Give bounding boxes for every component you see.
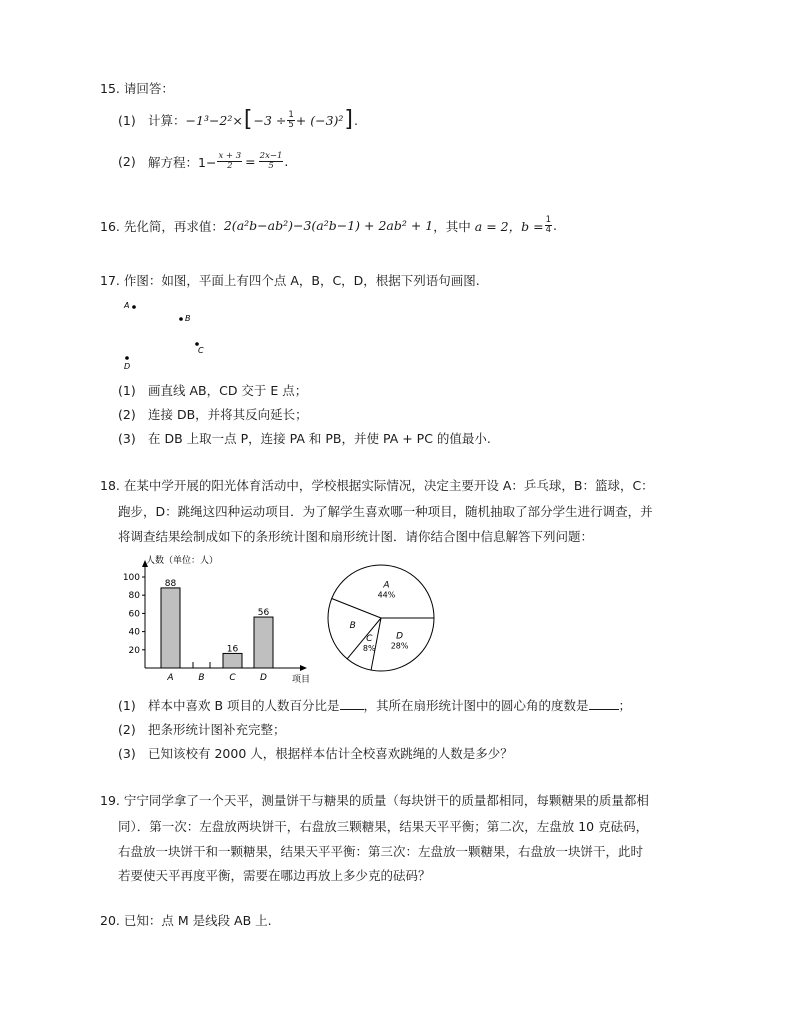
q15-part1-expr-a: −1³−2²× [185, 112, 243, 128]
q15-left-bracket: [ [243, 107, 253, 132]
pie-label-D: D [396, 631, 404, 642]
q15-part1-fraction: $\frac{1}{5}$ [288, 109, 294, 130]
q19-line-4: 若要使天平再度平衡，需要在哪边再放上多少克的砝码？ [118, 868, 431, 883]
q18-item-1-text-b: ，其所在扇形统计图中的圆心角的度数是 [363, 698, 589, 713]
q18-item-1-label: (1) [118, 698, 136, 713]
q15-part2-text: 解方程：1− [148, 154, 217, 170]
q19-line-1: 19. 宁宁同学拿了一个天平，测量饼干与糖果的质量（每块饼干的质量都相同，每颗糖果的质量都相 [100, 793, 649, 808]
bar-D [254, 617, 273, 668]
point-d-dot [125, 356, 129, 360]
q18-item-3 [118, 744, 513, 762]
q17-item-2-label: (2) [118, 407, 136, 422]
point-a-dot [132, 305, 136, 309]
q16-expr: 2(a²b−ab²)−3(a²b−1) + 2ab² + 1 [223, 218, 434, 233]
q17-item-3 [118, 429, 491, 447]
q18-item-1-text-a: 样本中喜欢 B 项目的人数百分比是 [148, 698, 340, 713]
x-tick-label-C: C [229, 673, 236, 683]
q18-line-1: 18. 在某中学开展的阳光体育活动中，学校根据实际情况，决定主要开设 A：乒乓球，B：篮球，C： [100, 478, 654, 493]
bar-C [223, 653, 242, 668]
x-tick-label-A: A [167, 673, 174, 683]
pie-chart [325, 562, 437, 674]
q15-part1-end: . [354, 112, 358, 128]
q15-part1 [118, 107, 358, 132]
q15-part2 [118, 152, 288, 171]
bar-chart-x-arrow [300, 665, 307, 671]
q18-item-3-label: (3) [118, 746, 136, 761]
q18-item-3-text: 已知该校有 2000 人，根据样本估计全校喜欢跳绳的人数是多少？ [148, 746, 513, 761]
q16-text-b: ，其中 [433, 218, 471, 234]
x-tick-label-D: D [260, 673, 267, 683]
y-tick-label-100: 100 [122, 573, 140, 583]
pie-label-A: A [383, 580, 390, 591]
bar-chart [112, 550, 322, 690]
pie-pct-C: 8% [362, 643, 376, 653]
q15-part2-fraction2: $\frac{2x-1}{5}$ [259, 151, 283, 171]
q17-item-1-text: 画直线 AB，CD 交于 E 点； [148, 383, 308, 398]
q20-text: 20. 已知：点 M 是线段 AB 上. [100, 913, 272, 928]
q16-condition: a = 2，b = [474, 218, 544, 234]
q15-part1-expr-c: + (−3)² [295, 112, 344, 128]
q17-item-3-label: (3) [118, 431, 136, 446]
point-d-label: D [124, 362, 131, 371]
pie-pct-D: 28% [390, 641, 409, 651]
q18-item-2-label: (2) [118, 722, 136, 737]
y-tick-label-20: 20 [128, 645, 140, 656]
point-b-label: B [185, 314, 191, 323]
point-b-dot [179, 317, 183, 321]
q17-item-2 [118, 405, 308, 423]
q18-item-1-text-c: ； [618, 698, 632, 713]
q16-fraction: $\frac{1}{4}$ [545, 215, 551, 235]
pie-chart-slices [328, 565, 434, 671]
bar-chart-ticks [123, 573, 145, 656]
q17-title: 17. 作图：如图，平面上有四个点 A，B，C，D，根据下列语句画图. [100, 273, 480, 288]
bar-value-label-C: 16 [226, 644, 239, 655]
q15-part2-fraction1: $\frac{x + 3}{2}$ [218, 151, 242, 171]
bar-chart-xlabel: 项目 [292, 675, 311, 685]
q15-part2-label: (2) [118, 154, 136, 169]
q17-point-figure [115, 296, 225, 374]
x-tick-label-B: B [198, 673, 205, 683]
q17-item-3-text: 在 DB 上取一点 P，连接 PA 和 PB，并使 PA + PC 的值最小. [148, 431, 491, 446]
q18-item-2 [118, 720, 286, 738]
bar-value-label-D: 56 [257, 608, 270, 619]
q15-part2-eq: = [245, 154, 256, 169]
point-a-label: A [124, 301, 130, 310]
q16 [100, 216, 557, 235]
q15-right-bracket: ] [344, 107, 353, 132]
q18-item-1 [118, 696, 631, 714]
q19-line-2: 同）．第一次：左盘放两块饼干，右盘放三颗糖果，结果天平平衡；第二次，左盘放 10 克砝码， [118, 819, 649, 834]
q18-item-2-text: 把条形统计图补充完整； [148, 722, 286, 737]
q15-title: 15. 请回答： [100, 81, 174, 96]
point-c-label: C [198, 346, 204, 355]
bar-value-label-A: 88 [164, 578, 177, 589]
q18-line-2: 跑步，D：跳绳这四种运动项目．为了解学生喜欢哪一种项目，随机抽取了部分学生进行调查，并 [118, 504, 653, 519]
pie-label-B: B [349, 621, 356, 632]
bar-chart-ylabel: 人数（单位：人） [146, 556, 219, 566]
q16-end: . [552, 218, 557, 233]
q15-part1-text: 计算： [148, 113, 186, 128]
q15-part2-end: . [284, 154, 289, 169]
answer-blank-2[interactable] [589, 699, 619, 710]
q15-part1-expr-b: −3 ÷ [253, 112, 287, 128]
bar-A [161, 588, 180, 668]
y-tick-label-40: 40 [128, 627, 140, 638]
q17-item-1 [118, 381, 307, 399]
bar-chart-bars [161, 579, 273, 683]
q19-line-3: 右盘放一块饼干和一颗糖果，结果天平平衡：第三次：左盘放一颗糖果，右盘放一块饼干，此时 [118, 844, 644, 859]
pie-label-C: C [366, 633, 373, 644]
pie-pct-A: 44% [377, 590, 396, 600]
q17-item-1-label: (1) [118, 383, 136, 398]
y-tick-label-80: 80 [128, 591, 140, 602]
q18-line-3: 将调查结果绘制成如下的条形统计图和扇形统计图．请你结合图中信息解答下列问题： [118, 529, 594, 544]
q16-text-a: 16. 先化简，再求值： [100, 218, 224, 234]
q15-part1-label: (1) [118, 112, 136, 128]
answer-blank-1[interactable] [340, 699, 364, 710]
y-tick-label-60: 60 [128, 609, 140, 620]
q17-item-2-text: 连接 DB，并将其反向延长； [148, 407, 308, 422]
